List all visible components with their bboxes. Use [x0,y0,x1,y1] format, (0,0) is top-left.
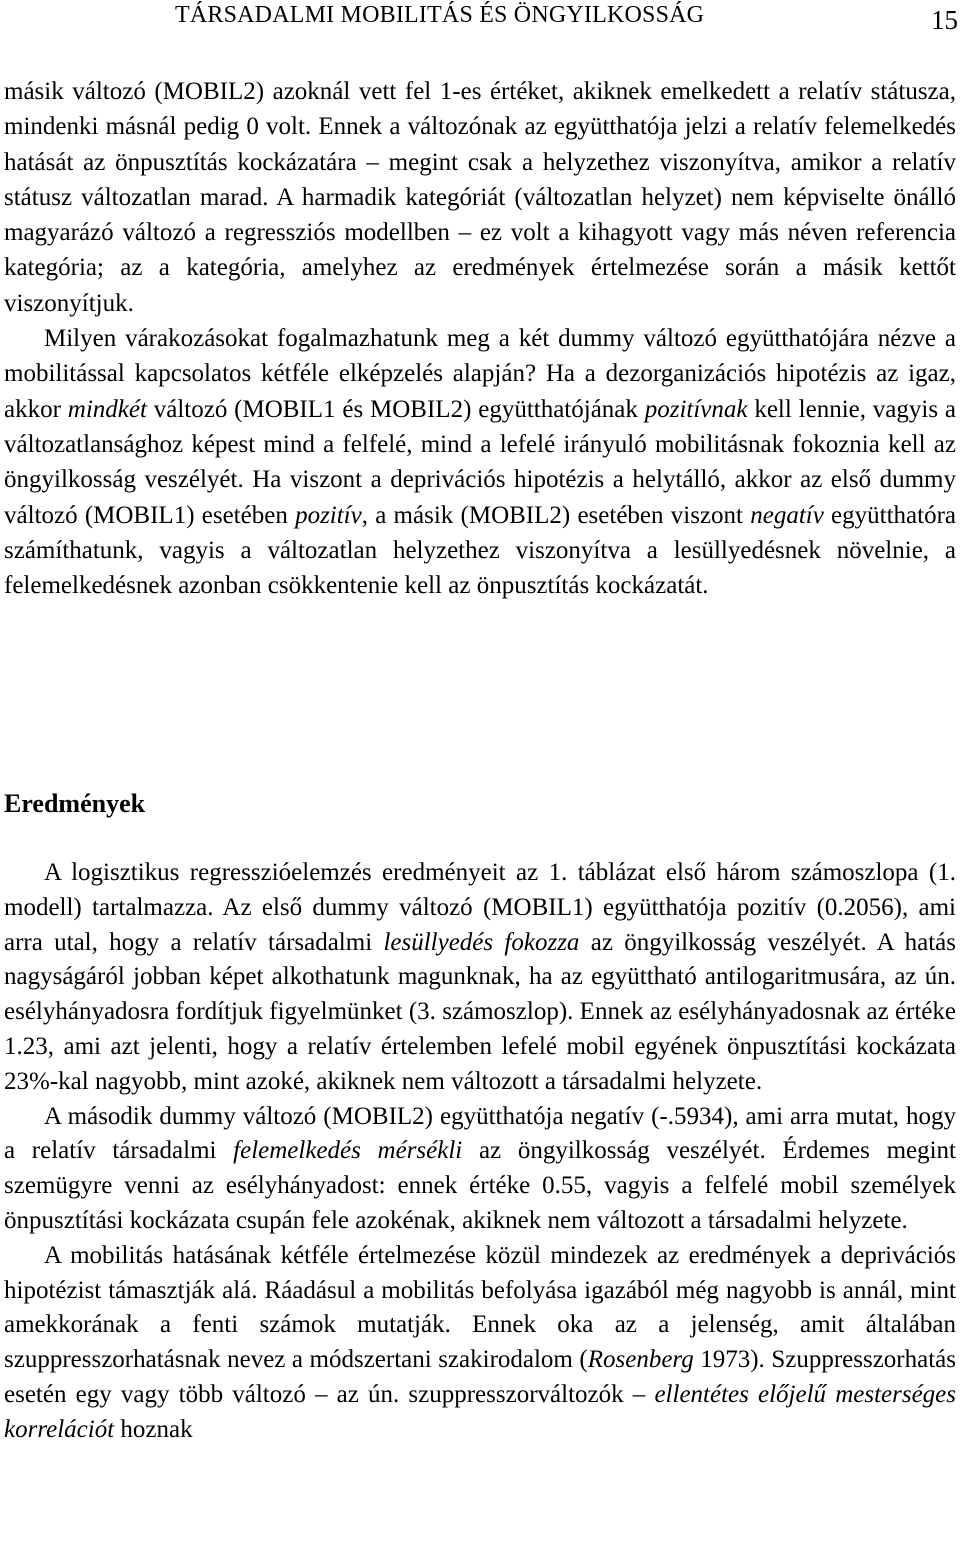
emphasis: lesüllyedés fokozza [383,928,580,956]
running-title: TÁRSADALMI MOBILITÁS ÉS ÖNGYILKOSSÁG [175,2,705,28]
emphasis: felemelkedés mérsékli [233,1137,463,1165]
text-run: , a másik (MOBIL2) esetében viszont [361,501,751,529]
section-heading: Eredmények [4,789,146,818]
page-header [0,0,960,40]
emphasis: pozitív [295,501,362,529]
text-run: A logisztikus regresszióelemzés eredményeit az 1. táblázat első három számoszlopa (1. modell) tartalmazza. Az első dummy változó (MOBIL1) együtthatója pozitív (0.2056), ami arra utal, hogy a relatív társadalmi [4,859,956,956]
paragraph [4,74,956,321]
paragraph [4,321,956,603]
page-number: 15 [931,5,958,35]
body-text-lower [4,856,956,1448]
text-run: hoznak [114,1415,193,1443]
emphasis: pozitívnak [644,395,748,423]
paragraph [4,1239,956,1448]
text-run: A mobilitás hatásának kétféle értelmezése közül mindezek az eredmények a deprivációs hipotézist támasztják alá. Ráadásul a mobilitás befolyása igazából még nagyobb is annál, mint amekkorának a fenti számok mutatják. Ennek oka az a jelenség, amit általában szuppresszorhatásnak nevez a módszertani szakirodalom ( [4,1241,956,1374]
paragraph [4,856,956,1100]
text-run: kell lennie, vagyis a változatlansághoz képest mind a felfelé, mind a lefelé irányuló mobilitásnak fokoznia kell az öngyilkosság veszélyét. Ha viszont a deprivációs hipotézis a helytálló, akkor az első dummy változó (MOBIL1) esetében [4,395,957,529]
text-run: A második dummy változó (MOBIL2) együtthatója negatív (-.5934), ami arra mutat, hogy a relatív társadalmi [4,1102,956,1165]
paragraph [4,1100,956,1239]
text-run: Milyen várakozásokat fogalmazhatunk meg a két dummy változó együtthatójára nézve a mobilitással kapcsolatos kétféle elképzelés alapján? Ha a dezorganizációs hipotézis az igaz, akkor [4,325,956,423]
emphasis: negatív [750,501,824,529]
text-run: együtthatóra számíthatunk, vagyis a változatlan helyzethez viszonyítva a lesüllyedésnek növelnie, a felemelkedésnek azonban csökkentenie kell az önpusztítás kockázatát. [4,501,957,600]
body-text-upper [4,74,956,603]
emphasis: mindkét [67,395,147,423]
emphasis: Rosenberg [587,1346,694,1374]
text-run: változó (MOBIL1 és MOBIL2) együtthatójának [146,395,645,423]
text-run: másik változó (MOBIL2) azoknál vett fel 1-es értéket, akiknek emelkedett a relatív státusza, mindenki másnál pedig 0 volt. Ennek a változónak az együtthatója jelzi a relatív felemelkedés hatását az önpusztítás kockázatára – megint csak a helyzethez viszonyítva, amikor a relatív státusz változatlan marad. A harmadik kategóriát (változatlan helyzet) nem képviselte önálló magyarázó változó a regressziós modellben – ez volt a kihagyott vagy más néven referencia kategória; az a kategória, amelyhez az eredmények értelmezése során a másik kettőt viszonyítjuk. [4,78,956,317]
text-run: az öngyilkosság veszélyét. Érdemes megint szemügyre venni az esélyhányadost: ennek értéke 0.55, vagyis a felfelé mobil személyek önpusztítási kockázata csupán fele azokénak, akiknek nem változott a társadalmi helyzete. [4,1137,957,1234]
text-run: 1973). Szuppresszorhatás esetén egy vagy több változó – az ún. szuppresszorváltozók – [4,1346,956,1408]
emphasis: ellentétes előjelű mesterséges korrelációt [4,1380,957,1443]
text-run: az öngyilkosság veszélyét. A hatás nagyságáról jobban képet alkothatunk magunknak, ha az együttható antilogaritmusára, az ún. esélyhányadosra fordítjuk figyelmünket (3. számoszlop). Ennek az esélyhányadosnak az értéke 1.23, ami azt jelenti, hogy a relatív értelemben lefelé mobil egyének önpusztítási kockázata 23%-kal nagyobb, mint azoké, akiknek nem változott a társadalmi helyzete. [4,928,956,1095]
